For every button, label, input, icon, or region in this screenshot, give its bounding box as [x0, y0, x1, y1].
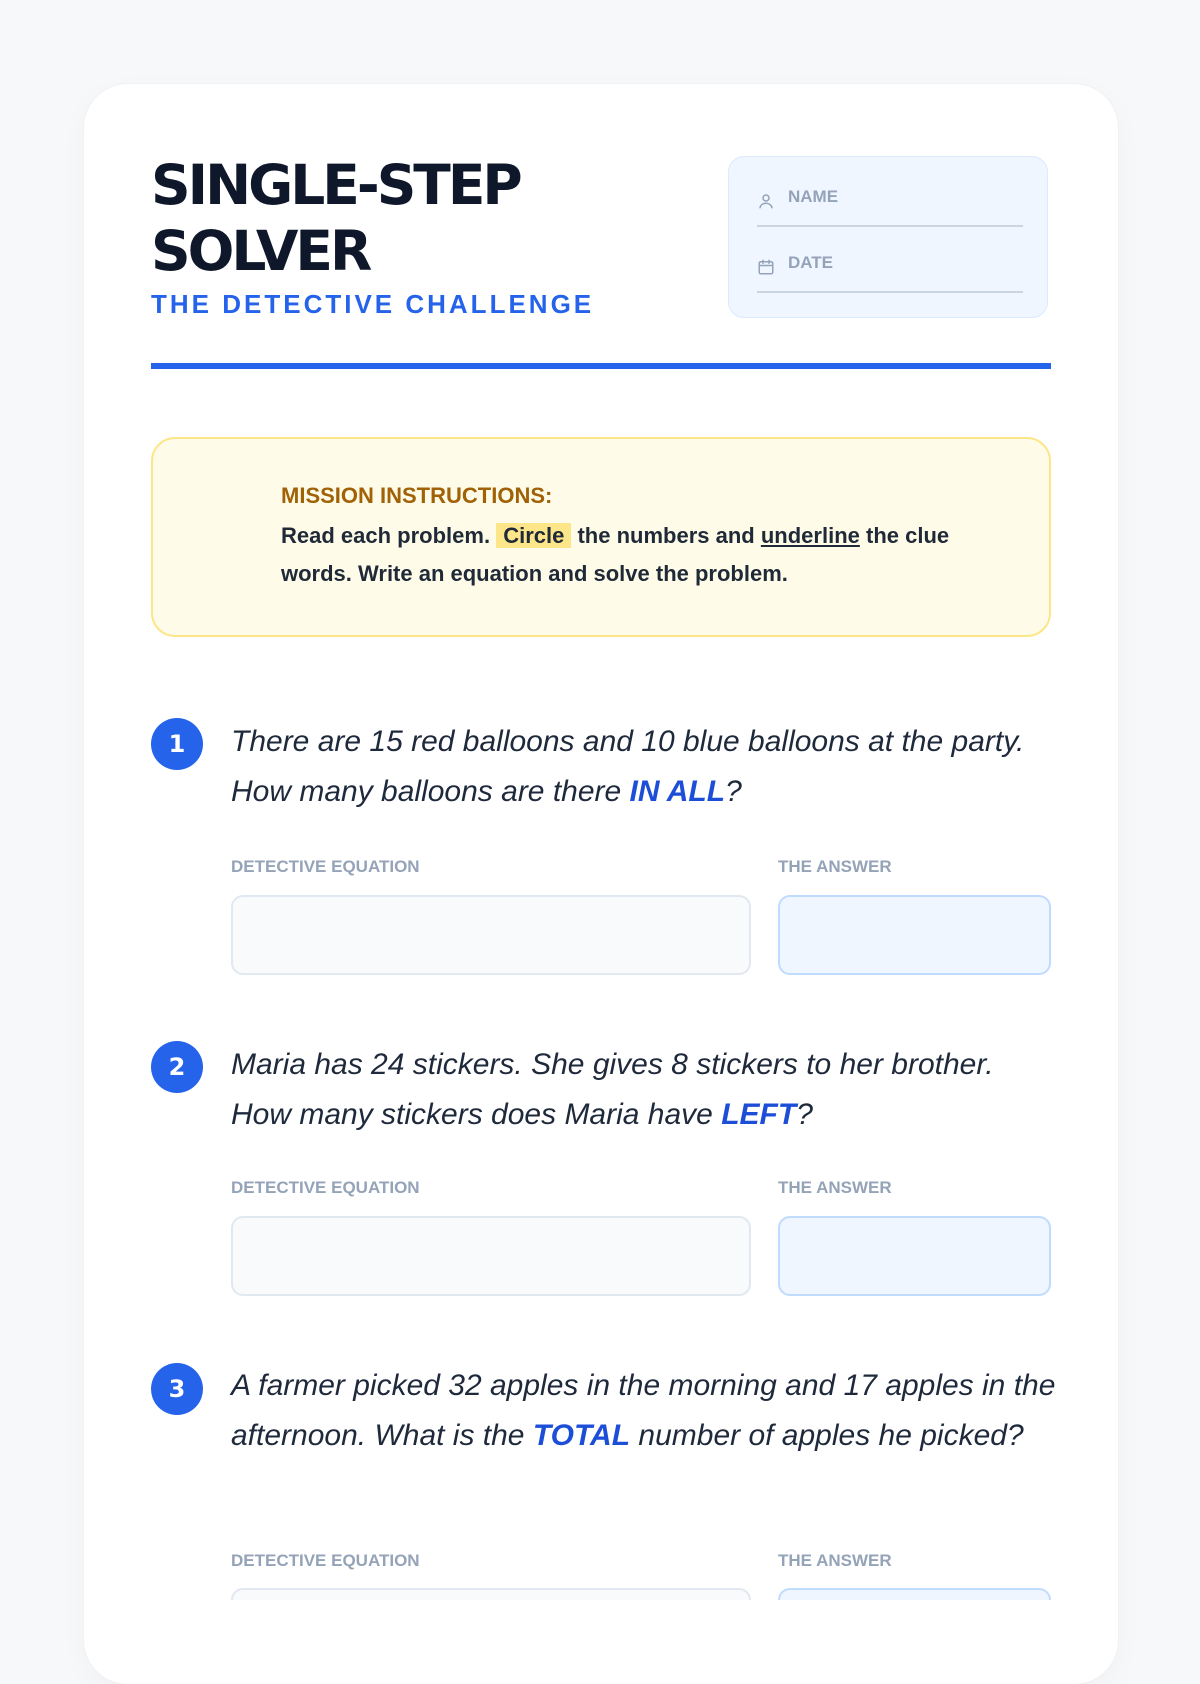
clue-keyword: IN ALL [629, 775, 726, 808]
calendar-icon [757, 258, 775, 276]
mission-text-part-1: Read each problem. [281, 523, 491, 548]
problem-number-badge: 1 [151, 718, 203, 770]
answer-label: THE ANSWER [778, 1178, 892, 1197]
page-title [151, 152, 671, 284]
problem-question [231, 1361, 1056, 1461]
name-label: NAME [788, 187, 839, 206]
answer-label: THE ANSWER [778, 1551, 892, 1570]
problem-question [231, 717, 1056, 817]
clue-keyword: LEFT [721, 1098, 797, 1131]
mission-instructions [151, 437, 1051, 637]
name-field[interactable] [757, 177, 1023, 227]
equation-input[interactable] [231, 1588, 751, 1600]
equation-label: DETECTIVE EQUATION [231, 857, 420, 876]
underline-word: underline [760, 523, 860, 548]
date-label: DATE [788, 253, 834, 272]
mission-text [281, 517, 1009, 593]
problem-number-badge: 2 [151, 1041, 203, 1093]
page-subtitle: THE DETECTIVE CHALLENGE [151, 289, 595, 319]
equation-input[interactable] [231, 895, 751, 975]
mission-text-part-2: the numbers and [577, 523, 755, 548]
problem-question [231, 1040, 1056, 1140]
equation-label: DETECTIVE EQUATION [231, 1551, 420, 1570]
question-text: A farmer picked 32 apples in the morning and 17 apples in the afternoon. What is the [231, 1369, 1056, 1452]
header-divider [151, 363, 1051, 369]
answer-input[interactable] [778, 895, 1051, 975]
student-info-box [728, 156, 1048, 318]
circle-highlight: Circle [496, 523, 571, 548]
user-icon [757, 192, 775, 210]
title-line-2: SOLVER [151, 219, 370, 283]
title-line-1: SINGLE-STEP [151, 153, 520, 217]
problem-number-badge: 3 [151, 1363, 203, 1415]
mission-title: MISSION INSTRUCTIONS: [281, 483, 553, 508]
answer-label: THE ANSWER [778, 857, 892, 876]
question-text-end: number of apples he picked? [630, 1419, 1024, 1452]
question-text: There are 15 red balloons and 10 blue balloons at the party. How many balloons are there [231, 725, 1025, 808]
equation-input[interactable] [231, 1216, 751, 1296]
question-text: Maria has 24 stickers. She gives 8 stickers to her brother. How many stickers does Maria have [231, 1048, 994, 1131]
date-field[interactable] [757, 243, 1023, 293]
question-text-end: ? [725, 775, 742, 808]
mission-text-part-3: the clue words. Write an equation and solve the problem. [281, 523, 950, 586]
question-text-end: ? [796, 1098, 813, 1131]
answer-input[interactable] [778, 1216, 1051, 1296]
clue-keyword: TOTAL [532, 1419, 631, 1452]
answer-input[interactable] [778, 1588, 1051, 1600]
equation-label: DETECTIVE EQUATION [231, 1178, 420, 1197]
